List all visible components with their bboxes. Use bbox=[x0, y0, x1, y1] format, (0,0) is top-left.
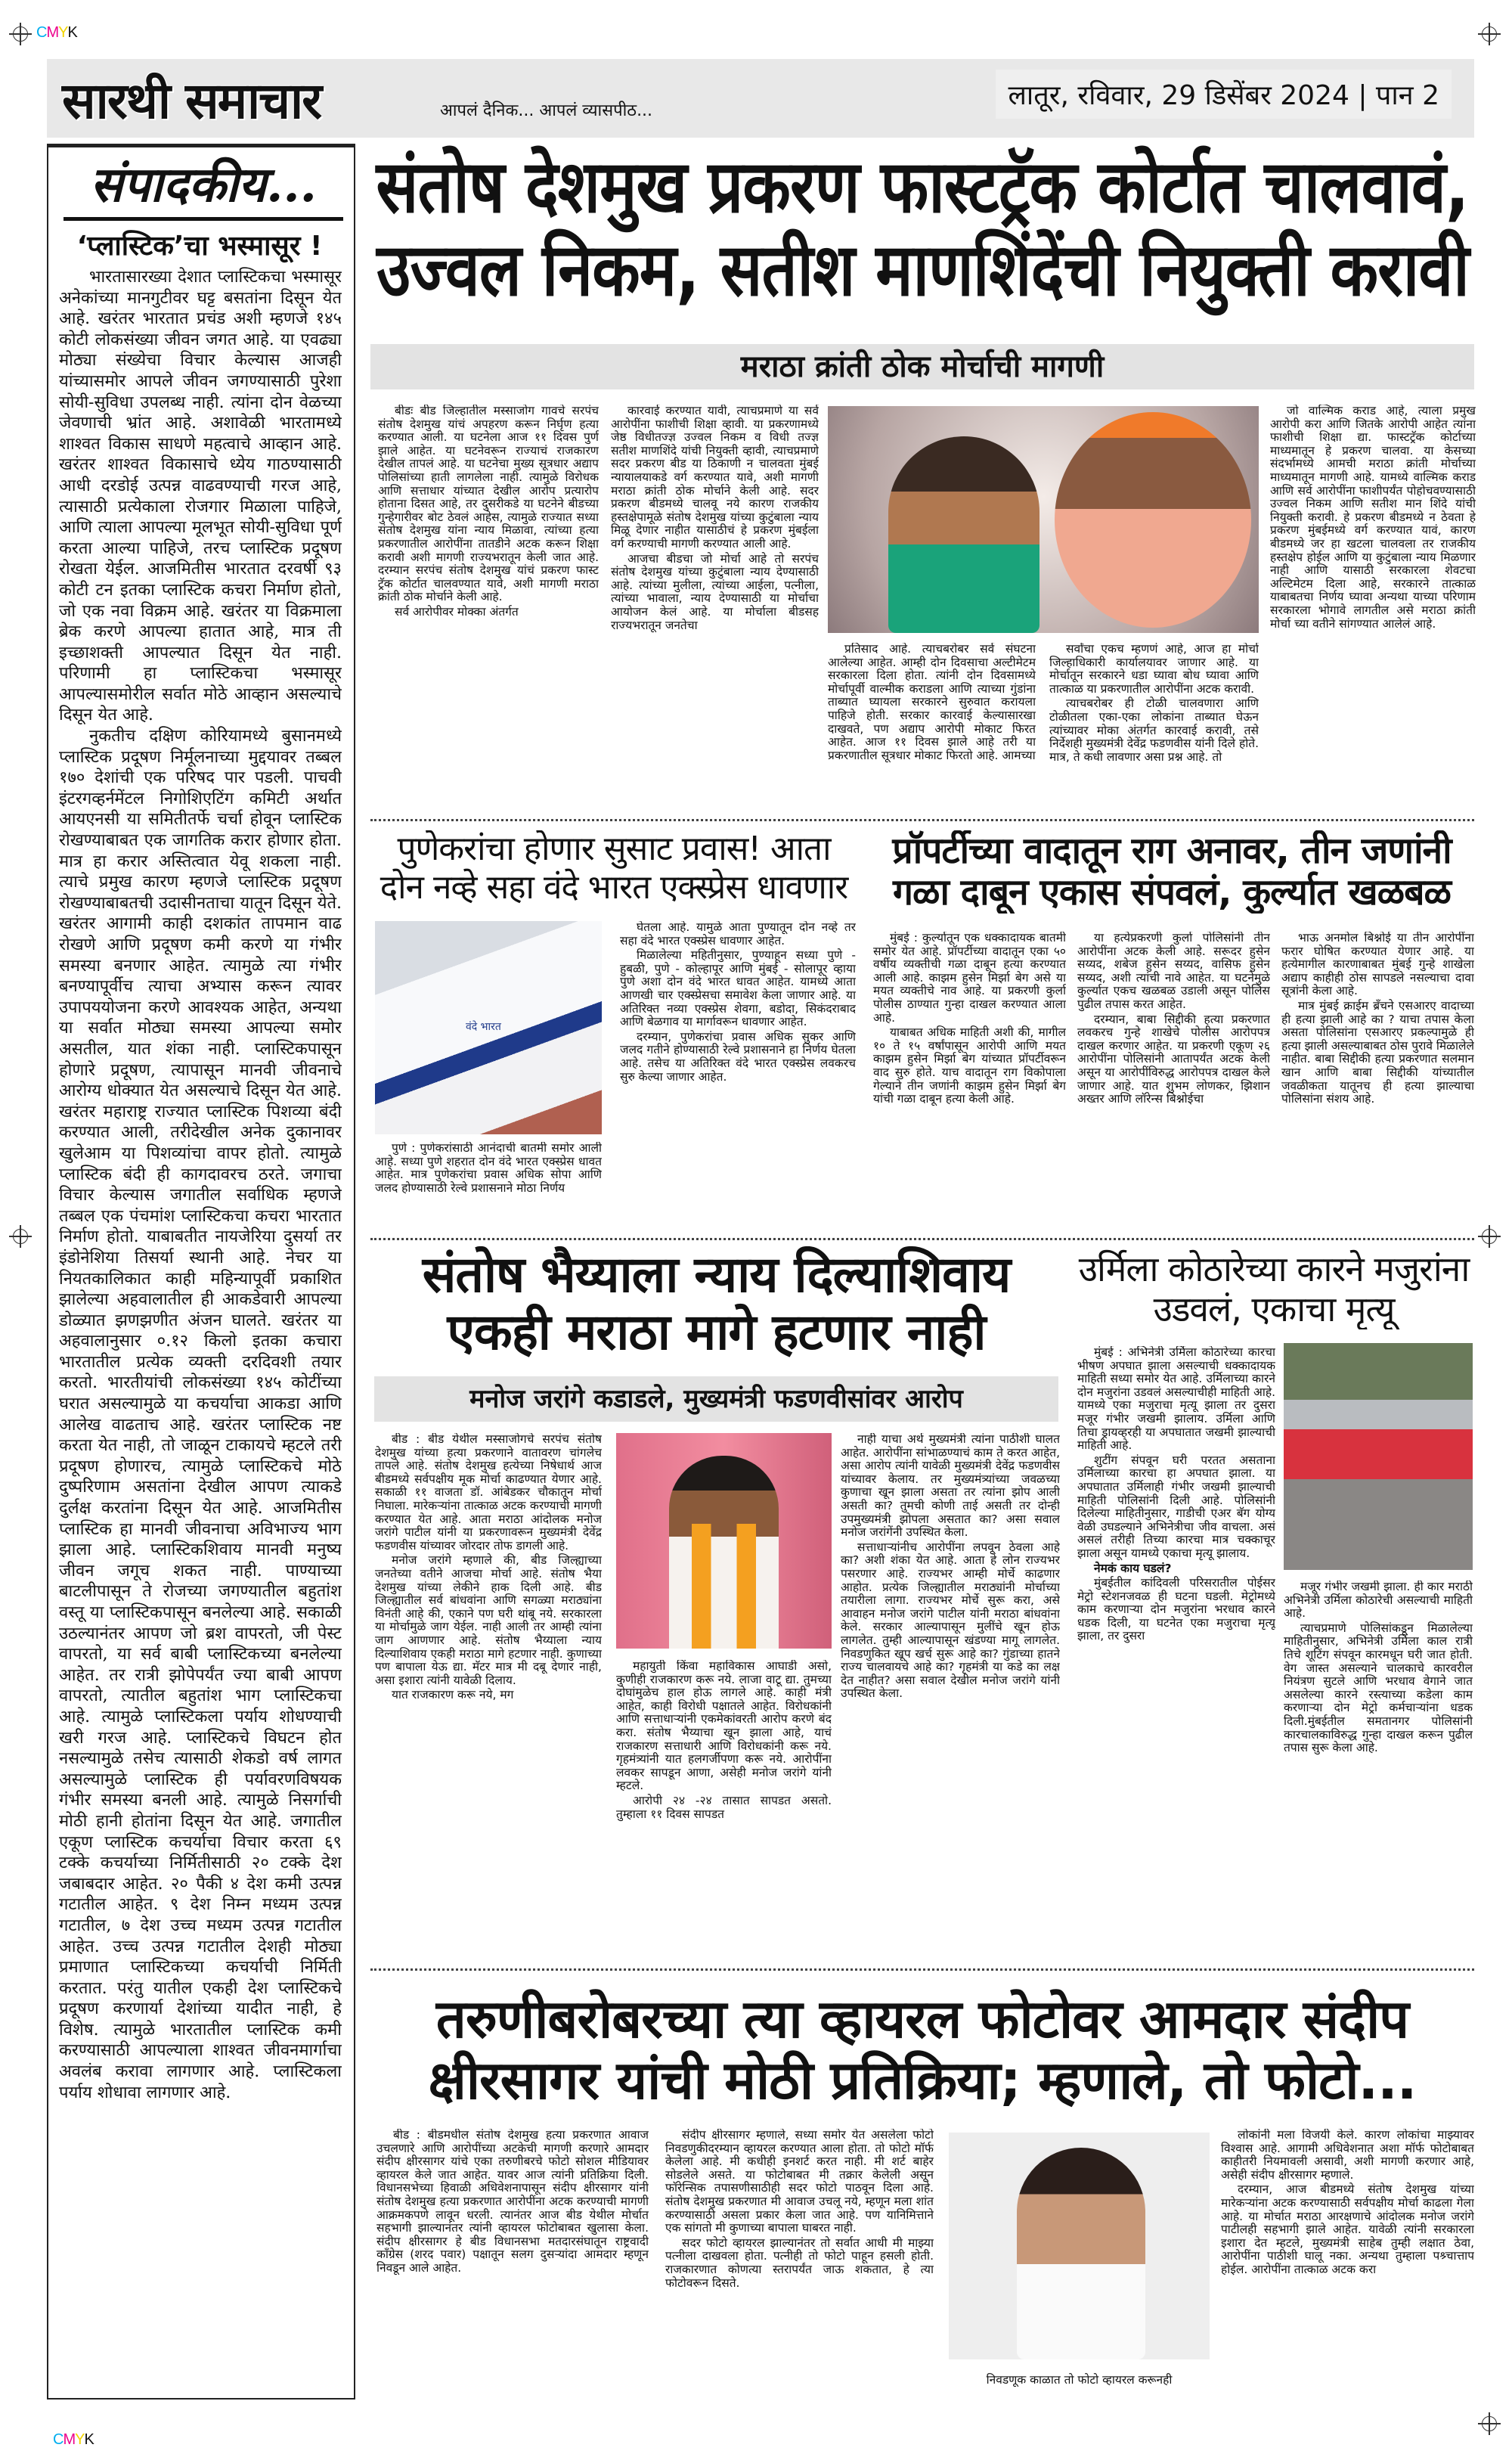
lead-photo bbox=[828, 406, 1259, 633]
editorial-paragraph: नुकतीच दक्षिण कोरियामध्ये बुसानमध्ये प्लास्टिक प्रदूषण निर्मूलनाच्या मुद्दयावर तब्बल १७० देशांची एक परिषद पार पडली. पाचवी इंटरगव्हर्नमेंटल निगोशिएटिंग कमिटी अर्थात आयएनसी या समितीतर्फे चर्चा होवून प्लास्टिक रोखण्याबाबत एक जागतिक करार होणार होता. मात्र हा करार अस्तित्वात येवू शकला नाही. त्याचे प्रमुख कारण म्हणजे प्लास्टिक प्रदूषण रोखण्याबाबतची उदासीनताचा यातून दिसून येते. खरंतर आगामी काही दशकांत तापमान वाढ रोखणे आणि प्रदूषण कमी करणे या गंभीर समस्या बनणार आहेत. त्यामुळे त्या गंभीर बनण्यापूर्वीच त्याचा अभ्यास करून त्यावर उपापययोजना करणे आवश्यक आहेत, अन्यथा या सर्वात मोठ्या समस्या आपल्या समोर असतील, यात शंका नाही. प्लास्टिकपासून होणारे प्रदूषण, त्यापासून मानवी जीवनाचे आरोग्य धोक्यात येत असल्याचे दिसून येत आहे. खरंतर महाराष्ट्र राज्यात प्लास्टिक पिशव्या बंदी करण्यात आली, तरीदेखील अनेक दुकानावर खुलेआम या पिशव्यांचा वापर होतो. त्यामुळे प्लास्टिक बंदी ही कागदावरच ठरते. जगाचा विचार केल्यास जगातील सर्वाधिक म्हणजे तब्बल एक पंचमांश प्लास्टिकचा कचरा भारतात निर्माण होतो. याबाबतीत नायजेरिया दुसर्या तर इंडोनेशिया तिसर्या स्थानी आहे. नेचर या नियतकालिकात काही महिन्यापूर्वी प्रकाशित झालेल्या अहवालातील ही आकडेवारी आपल्या डोळ्यात झणझणीत अंजन घालते. खरंतर या अहवालानुसार ०.१२ किलो इतका कचारा भारतातील प्रत्येक व्यक्ती दरदिवशी तयार करतो. भारतीयांची लोकसंख्या १४५ कोटींच्या घरात असल्यामुळे या कचर्याचा आकडा आणि आलेख वाढताच आहे. खरंतर प्लास्टिक नष्ट करता येत नाही, तो जाळून टाकायचे म्हटले तरी प्रदूषण होणारच, त्यामुळे प्लास्टिकचे मोठे दुष्परिणाम असतांना देखील आपण त्याकडे दुर्लक्ष करतांना दिसून येत आहे. आजमितीस प्लास्टिक हा मानवी जीवनाचा अविभाज्य भाग झाला आहे. प्लास्टिकशिवाय मानवी मनुष्य जीवन जगूच शकत नाही. पाण्याच्या बाटलीपासून ते रोजच्या जगण्यातील बहुतांश वस्तू या प्लास्टिकपासून बनलेल्या आहे. सकाळी उठल्यानंतर आपण जो ब्रश वापरतो, जी पेस्ट वापरतो, या सर्व बाबी प्लास्टिकच्या बनलेल्या आहेत. तर रात्री झोपेपर्यंत ज्या बाबी आपण वापरतो, त्यातील बहुतांश भाग प्लास्टिकचा आहे. त्यामुळे प्लास्टिकला पर्याय शोधण्याची खरी गरज आहे. प्लास्टिकचे विघटन होत नसल्यामुळे तसेच त्यासाठी शेकडो वर्ष लागत असल्यामुळे प्लास्टिक ही पर्यावरणविषयक गंभीर समस्या बनली आहे. त्यामुळे निसर्गाची मोठी हानी होतांना दिसून येत आहे. जगातील एकूण प्लास्टिक कचर्याचा विचार करता ६९ टक्के कचर्याच्या निर्मितीसाठी २० टक्के देश जबाबदार आहेत. २० पैकी ४ देश कमी उत्पन्न गटातील आहेत. ९ देश निम्न मध्यम उत्पन्न गटातील, ७ देश उच्च मध्यम उत्पन्न गटातील आहेत. उच्च उत्पन्न गटातील देशही मोठ्या प्रमाणात प्लास्टिकच्या कचर्याची निर्मिती करतात. परंतु यातील एकही देश प्लास्टिकचे प्रदूषण करणार्या देशांच्या यादीत नाही, हे विशेष. त्यामुळे भारतातील प्लास्टिक कमी करण्यासाठी आपल्याला शाश्वत जीवनमार्गाचा अवलंब करावा लागणार आहे. प्लास्टिकला पर्याय शोधावा लागणार आहे. bbox=[59, 727, 342, 2102]
article-paragraph: महायुती किंवा महाविकास आघाडी असो, कुणीही राजकारण करू नये. लाजा वाटू द्या. तुमच्या दोघांमुळेच हाल होऊ लागले आहे. काही मंत्री आहेत, काही विरोधी पक्षातले आहेत. विरोधकांनी आणि सत्ताधाऱ्यांनी एकमेकांवरती आरोप करणे बंद करा. संतोष भैय्याचा खून झाला आहे, याचं राजकारण सत्ताधारी आणि विरोधकांनी करू नये. गृहमंत्र्यांनी यात हलगर्जीपणा करू नये. आरोपींना लवकर सापडून आणा, असेही मनोज जरांगे यांनी म्हटले. bbox=[616, 1660, 832, 1793]
kurla-headline: प्रॉपर्टीच्या वादातून राग अनावर, तीन जणांनी गळा दाबून एकास संपवलं, कुर्ल्यात खळबळ bbox=[892, 830, 1452, 914]
tagline: आपलं दैनिक... आपलं व्यासपीठ... bbox=[440, 101, 653, 120]
saffron-scarf bbox=[692, 1524, 756, 1649]
article-paragraph: नाही याचा अर्थ मुख्यमंत्री त्यांना पाठीशी घालत आहेत. आरोपींना सांभाळण्याचं काम ते करत आहेत, असा आरोप त्यांनी यावेळी मुख्यमंत्री देवेंद्र फडणवीस यांच्यावर केलाय. तर मुख्यमंत्र्यांच्या जवळच्या कुणाचा खून झाला असता तर त्यांना झोप आली असती का? तुमची कोणी ताई असती तर दोन्ही उपमुख्यमंत्री झोपला असतात का? असा सवाल मनोज जरांगेंनी उपस्थित केला. bbox=[841, 1433, 1060, 1540]
train-label: वंदे भारत bbox=[466, 1021, 501, 1033]
kshirsagar-column-2 bbox=[665, 2129, 934, 2393]
editorial-paragraph: भारतासारख्या देशात प्लास्टिकचा भस्मासूर अनेकांच्या मानगुटीवर घट्ट बसतांना दिसून येत आहे. खरंतर भारतात प्रचंड अशी म्हणजे १४५ कोटी लोकसंख्या जीवन जगत आहे. या एवढ्या मोठ्या संख्येचा विचार केल्यास आजही यांच्यासमोर आपले जीवन जगण्यासाठी पुरेशा सोयी-सुविधा उपलब्ध नाही. त्यांना दोन वेळच्या जेवणाची भ्रांत आहे. अशावेळी भारतामध्ये शाश्वत विकास साधणे महत्वाचे आव्हान आहे. खरंतर शाश्वत विकासाचे ध्येय गाठण्यासाठी आधी दरडोई उत्पन्न वाढवण्याची गरज आहे, त्यासाठी प्रत्येकाला रोजगार मिळाला पाहिजे, आणि त्याला आपल्या मूलभूत सोयी-सुविधा पूर्ण करता आल्या पाहिजे, तरच प्लास्टिक प्रदूषण रोखता येईल. आजमितीस भारतात दरवर्षी ९३ कोटी टन इतका प्लास्टिक कचरा निर्माण होतो, जो एक नवा विक्रम आहे. खरंतर या विक्रमाला ब्रेक करणे आपल्या हातात आहे, मात्र ती इच्छाशक्ती आपल्यात दिसून येत नाही. परिणामी हा प्लास्टिकचा भस्मासूर आपल्यासमोरील सर्वात मोठे आव्हान असल्याचे दिसून येत आहे. bbox=[59, 268, 342, 725]
article-paragraph: पुणे : पुणेकरांसाठी आनंदाची बातमी समोर आली आहे. सध्या पुणे शहरात दोन वंदे भारत एक्स्प्रेस धावत आहेत. मात्र पुणेकरांचा प्रवास अधिक सोपा आणि जलद होण्यासाठी रेल्वे प्रशासनाने मोठा निर्णय bbox=[375, 1142, 602, 1195]
article-paragraph: दरम्यान, पुणेकरांचा प्रवास अधिक सुकर आणि जलद गतीने होण्यासाठी रेल्वे प्रशासनाने हा निर्णय घेतला आहे. तसेच या अतिरिक्त वंदे भारत एक्स्प्रेस लवकरच सुरु केल्या जाणार आहेत. bbox=[620, 1029, 856, 1084]
article-paragraph: लोकांनी मला विजयी केले. कारण लोकांचा माझ्यावर विश्वास आहे. आगामी अधिवेशनात अशा मॉर्फ फोटोबाबत काहीतरी नियमावली असावी, अशी मागणी करणार आहे, असेही संदीप क्षीरसागर म्हणाले. bbox=[1221, 2129, 1474, 2182]
article-paragraph: बीडः बीड जिल्हातील मस्साजोग गावचे सरपंच संतोष देशमुख यांचं अपहरण करून निर्घृण हत्या करण्यात आली. या घटनेला आज ११ दिवस पुर्ण झाले आहेत. या घटनेवरून राज्याचं राजकारण देखील तापलं आहे. या घटनेचा मुख्य सूत्रधार अद्याप पोलिसांच्या हाती लागलेला नाही. त्यामुळे विरोधक आणि सत्ताधार यांच्यात देखील आरोप प्रत्यारोप होताना दिसत आहे, तर दुसरीकडे या घटनेने बीडच्या गुन्हेगारीवर बोट ठेवलं आहेस, त्यामुळे राज्यात सध्या संतोष देशमुख यांना न्याय मिळावा, त्यांच्या हत्या प्रकरणातील आरोपींना तातडीने अटक करून शिक्षा करावी अशी मागणी राज्यभरातून केली जात आहे. दरम्यान सरपंच संतोष देशमुख यांचं प्रकरण फास्ट ट्रॅक कोर्टात चालवण्यात यावे, अशी मागणी मराठा क्रांती ठोक मोर्चाने केली आहे. bbox=[378, 405, 599, 604]
article-paragraph: मजूर गंभीर जखमी झाला. ही कार मराठी अभिनेत्री उर्मिला कोठारेची असल्याची माहिती आहे. bbox=[1284, 1581, 1473, 1621]
sandeep-kshirsagar-photo bbox=[949, 2133, 1210, 2359]
kurla-column-1 bbox=[873, 932, 1066, 1230]
lead-subheadline bbox=[370, 344, 1474, 389]
article-paragraph: यात राजकारण करू नये, मग bbox=[392, 1688, 514, 1702]
jarange-headline-line: एकही मराठा मागे हटणार नाही bbox=[447, 1302, 986, 1361]
article-paragraph: सर्वांचा एकच म्हणणं आहे, आज हा मोर्चा जिल्हाधिकारी कार्यालयावर जाणार आहे. या मोर्चातून सरकारने धडा घ्यावा बोध घ्यावा आणि तात्काळ या प्रकरणातील आरोपींना अटक करावी. bbox=[1049, 643, 1259, 696]
article-paragraph: मुंबई : अभिनेत्री उर्मिला कोठारेच्या कारचा भीषण अपघात झाला असल्याची धक्कादायक माहिती सध्या समोर येत आहे. उर्मिलाच्या कारने दोन मजुरांना उडवलं असल्याचीही माहिती आहे. यामध्ये एका मजुराचा मृत्यू झाला तर दुसरा मजूर गंभीर जखमी झालाय. उर्मिला आणि तिचा ड्रायव्हरही या अपघातात जखमी झाल्याची माहिती आहे. bbox=[1077, 1346, 1275, 1453]
pune-headline: पुणेकरांचा होणार सुसाट प्रवास! आता दोन नव्हे सहा वंदे भारत एक्स्प्रेस धावणार bbox=[380, 830, 848, 907]
registration-mark-icon bbox=[1478, 2412, 1501, 2435]
registration-mark-icon bbox=[9, 1225, 32, 1248]
article-paragraph: प्रतिसाद आहे. त्याचबरोबर सर्व संघटना आलेल्या आहेत. आम्ही दोन दिवसाचा अल्टीमेटम सरकारला दिला होता. त्यांनी दोन दिवसामध्ये मोर्चापूर्वी वाल्मीक कराडला आणि त्याच्या गुंडांना ताब्यात घ्यायला सरकारने सुरुवात करायला पाहिजे होती. सरकार कारवाई केल्यासारखा दाखवते, पण अद्याप आरोपी मोकाट फिरत आहेत. आज ११ दिवस झाले आहे तरी या प्रकरणातील सूत्रधार मोकाट फिरतो आहे. आमच्या bbox=[828, 643, 1036, 762]
lead-subheadline-text: मराठा क्रांती ठोक मोर्चाची मागणी bbox=[740, 349, 1105, 384]
editorial-column bbox=[47, 144, 355, 2400]
article-paragraph: या हत्येप्रकरणी कुर्ला पोलिसांनी तीन आरोपींना अटक केली आहे. सरूदर हुसेन सय्यद, शबेज हुसेन सय्यद, वासिफ हुसेन सय्यद, अशी त्यांची नावे आहेत. या घटनेमुळे कुर्ल्यात एकच खळबळ उडाली असून पोलिस पुढील तपास करत आहेत. bbox=[1077, 932, 1270, 1011]
accident-car-photo bbox=[1284, 1343, 1473, 1570]
manoj-jarange-photo bbox=[616, 1433, 832, 1649]
registration-mark-icon bbox=[1478, 1225, 1501, 1248]
article-paragraph: मनोज जरांगे म्हणाले की, बीड जिल्ह्याच्या जनतेच्या वतीने आजचा मोर्चा आहे. संतोष भैया देशमुख यांच्या लेकीने हाक दिली आहे. बीड जिल्ह्यातील सर्व बांधवांना आणि सगळ्या मराठ्यांना विनंती आहे की, एकाने पण घरी थांबू नये. सरकारला या मोर्चामुळे जाग येईल. नाही आली तर आम्ही त्यांना जाग आणणार आहे. संतोष भैय्याला न्याय दिल्याशिवाय एकही मराठा मागे हटणार नाही. कुणाच्या पण बापाला येऊ द्या. मॅटर मात्र मी दबू देणार नाही, असा इशारा त्यांनी यावेळी दिलाय. bbox=[375, 1553, 602, 1687]
article-paragraph: कारवाई करण्यात यावी, त्याचप्रमाणे या सर्व आरोपींना फाशीची शिक्षा व्हावी. या प्रकरणामध्ये जेष्ठ विधीतज्ज्ञ उज्वल निकम व विधी तज्ज्ञ सतीश माणशिंदे यांची नियुक्ती व्हावी, त्याचप्रमाणे सदर प्रकरण बीड या ठिकाणी न चालवता मुंबई न्यायालयाकडे वर्ग करण्यात यावे, अशी मागणी मराठा क्रांती ठोक मोर्चाने केली आहे. सदर प्रकरण बीडमध्ये चालवू नये कारण राजकीय हस्तक्षेपामूळे संतोष देशमुख यांच्या कुटुंबाला न्याय मिळू देणार नाहीत यासाठीचं हे प्रकरण मुंबईला वर्ग करण्याची मागणी करण्यात आली आहे. bbox=[611, 405, 819, 551]
kshirsagar-column-3 bbox=[1210, 2129, 1474, 2393]
person-photo bbox=[888, 436, 1040, 633]
article-paragraph: सदर फोटो व्हायरल झाल्यानंतर तो सर्वात आधी मी माझ्या पत्नीला दाखवला होता. पत्नीही तो फोटो पाहून हसली होती. राजकारणात कोणत्या स्तरापर्यंत जाऊ शकतात, हे त्या फोटोवरून दिसते. bbox=[665, 2235, 934, 2290]
article-paragraph: मुंबईतील कांदिवली परिसरातील पोईसर मेट्रो स्टेशनजवळ ही घटना घडली. मेट्रोमध्ये काम करणाऱ्या दोन मजुरांना भरधाव कारने धडक दिली, या घटनेत एका मजुराचा मृत्यू झाला, तर दुसरा bbox=[1077, 1576, 1275, 1643]
editorial-headline: ‘प्लास्टिक’चा भस्मासूर ! bbox=[76, 231, 323, 262]
cmyk-mark: CMYK bbox=[53, 2431, 94, 2448]
newspaper-logo: सारथी समाचार bbox=[62, 72, 321, 130]
jarange-column-1 bbox=[375, 1433, 602, 1955]
urmila-headline: उर्मिला कोठारेच्या कारने मजुरांना उडवलं, एकाचा मृत्यू bbox=[1078, 1249, 1470, 1329]
lead-column-1 bbox=[378, 405, 599, 805]
article-paragraph: सर्व आरोपीवर मोक्का अंतर्गत bbox=[395, 604, 519, 619]
divider bbox=[370, 1238, 1474, 1240]
urmila-column-1 bbox=[1077, 1346, 1275, 1955]
pune-column-2 bbox=[620, 921, 856, 1231]
article-paragraph: दरम्यान, आज बीडमध्ये संतोष देशमुख यांच्या मारेकऱ्यांना अटक करण्यासाठी सर्वपक्षीय मोर्चा काढला गेला आहे. या मोर्चात मराठा आरक्षणाचे आंदोलक मनोज जरांगे पाटीलही सहभागी झाले आहेत. यावेळी त्यांनी सरकारला इशारा देत म्हटले, मुख्यमंत्री साहेब तुम्ही लक्षात ठेवा, आरोपींना पाठीशी घालू नका. अन्यथा तुम्हाला पश्र्चात्ताप होईल. आरोपींना तात्काळ अटक करा bbox=[1221, 2182, 1474, 2276]
jarange-subheadline-text: मनोज जरांगे कडाडले, मुख्यमंत्री फडणवीसांवर आरोप bbox=[469, 1384, 963, 1414]
article-paragraph: भाऊ अनमोल बिश्नोई या तीन आरोपींना फरार घोषित करण्यात येणार आहे. या हत्येमागील कारणाबाबत मुंबई गुन्हे शाखेला अद्याप काहीही ठोस सापडले नसल्याचा दावा सूत्रांनी केला आहे. bbox=[1281, 932, 1474, 998]
vande-bharat-train-photo bbox=[375, 921, 602, 1134]
cmyk-mark: CMYK bbox=[36, 24, 77, 41]
article-paragraph: दरम्यान, बाबा सिद्दीकी हत्या प्रकरणात लवकरच गुन्हे शाखेचे पोलीस आरोपपत्र दाखल करणार आहेत. या प्रकरणी एकूण २६ आरोपींना पोलिसांनी आतापर्यंत अटक केली असून या आरोपींविरुद्ध आरोपपत्र दाखल केले जाणार आहे. यात शुभम लोणकर, झिशान अख्तर आणि लॉरेन्स बिश्नोईचा bbox=[1077, 1012, 1270, 1106]
article-paragraph: आजचा बीडचा जो मोर्चा आहे तो सरपंच संतोष देशमुख यांच्या कुटुंबाला न्याय देण्यासाठी आहे. त्यांच्या मुलीला, त्यांच्या आईला, पत्नीला, त्यांच्या भावाला, न्याय देण्यासाठी या मोर्चाचा आयोजन केलं आहे. या मोर्चाला बीडसह राज्यभरातून जनतेचा bbox=[611, 551, 819, 632]
jarange-column-2 bbox=[616, 1660, 832, 1955]
registration-mark-icon bbox=[9, 23, 32, 45]
person-photo bbox=[1055, 412, 1251, 628]
kshirsagar-headline-line: क्षीरसागर यांची मोठी प्रतिक्रिया; म्हणाले, तो फोटो... bbox=[428, 2049, 1417, 2111]
article-paragraph: घेतला आहे. यामुळे आता पुण्यातून दोन नव्हे तर सहा वंदे भारत एक्स्प्रेस धावणार आहेत. bbox=[620, 921, 856, 948]
divider bbox=[370, 819, 1474, 821]
lead-headline-line: संतोष देशमुख प्रकरण फास्टट्रॅक कोर्टात चालवावं, bbox=[376, 145, 1469, 229]
jarange-subheadline bbox=[374, 1376, 1058, 1422]
article-paragraph: त्याचबरोबर ही टोळी चालवणारा आणि टोळीतला एका-एका लोकांना ताब्यात घेऊन त्यांच्यावर मोका अंतर्गत कारवाई करावी, तसे निर्देशही मुख्यमंत्री देवेंद्र फडणवीस यांनी दिले होते. मात्र, ते कधी लावणार असा प्रश्न आहे. तो bbox=[1049, 696, 1259, 764]
lead-headline-line: उज्वल निकम, सतीश माणशिंदेंची नियुक्ती करावी bbox=[376, 228, 1469, 313]
pune-column-1 bbox=[375, 1142, 602, 1229]
lead-column-5 bbox=[1270, 405, 1476, 805]
lead-column-3 bbox=[828, 643, 1036, 805]
article-paragraph: त्याचप्रमाणे पोलिसांकडून मिळालेल्या माहितीनुसार, अभिनेत्री उर्मिला काल रात्री तिचे शूटिंग संपवून कारमधून घरी जात होती. वेग जास्त असल्याने चालकाचे कारवरील नियंत्रण सुटले आणि भरधाव वेगाने जात असलेल्या कारने रस्त्याच्या कडेला काम करणाऱ्या दोन मेट्रो कर्मचाऱ्यांना धडक दिली.मुंबईतील समतानगर पोलिसांनी कारचालकाविरुद्ध गुन्हा दाखल करून पुढील तपास सुरू केला आहे. bbox=[1284, 1621, 1473, 1755]
jarange-headline bbox=[370, 1246, 1062, 1373]
lead-headline bbox=[370, 145, 1474, 338]
lead-column-2 bbox=[611, 405, 819, 805]
article-subheading: नेमकं काय घडलं? bbox=[1094, 1561, 1172, 1575]
divider bbox=[370, 1968, 1474, 1971]
kurla-column-3 bbox=[1281, 932, 1474, 1230]
jarange-column-3 bbox=[841, 1433, 1060, 1955]
article-paragraph: मिळालेल्या महितीनुसार, पुण्याहून सध्या पुणे - हुबळी, पुणे - कोल्हापूर आणि मुंबई - सोलापूर व्हाया पुणे अशा दोन वंदे भारत धावत आहेत. यामध्ये आता आणखी चार एक्स्प्रेसचा समावेश केला जाणार आहे. या अतिरिक्त नव्या एक्स्प्रेस शेवगा, बडोदा, सिकंदराबाद आणि बेळगाव या मार्गावरून धावणार आहेत. bbox=[620, 948, 856, 1029]
editorial-body bbox=[59, 267, 342, 2384]
dateline: लातूर, रविवार, 29 डिसेंबर 2024 | पान 2 bbox=[996, 70, 1452, 119]
article-paragraph: बीड : बीडमधील संतोष देशमुख हत्या प्रकरणात आवाज उचलणारे आणि आरोपींच्या अटकेची मागणी करणारे आमदार संदीप क्षीरसागर यांचे एका तरुणीबरचे फोटो सोशल मीडियावर व्हायरल केले जात आहेत. यावर आज त्यांनी प्रतिक्रिया दिली. विधानसभेच्या हिवाळी अधिवेशनापासून संदीप क्षीरसागर यांनी संतोष देशमुख हत्या प्रकरणात आरोपींना अटक करण्याची मागणी आक्रमकपणे लावून धरली. त्यानंतर आज बीड येथील मोर्चात सहभागी झाल्यानंतर त्यांनी व्हायरल फोटोबाबत खुलासा केला. संदीप क्षीरसागर हे बीड विधानसभा मतदारसंघातून राष्ट्रवादी काँग्रेस (शरद पवार) पक्षातून सलग दुसऱ्यांदा आमदार म्हणून निवडून आले आहेत. bbox=[376, 2129, 649, 2275]
article-paragraph: बीड : बीड येथील मस्साजोगचे सरपंच संतोष देशमुख यांच्या हत्या प्रकरणाने वातावरण चांगलेच तापले आहे. संतोष देशमुख हत्येच्या निषेधार्थ आज बीडमध्ये सर्वपक्षीय मूक मोर्चा काढण्यात येणार आहे. सकाळी ११ वाजता डॉ. आंबेडकर चौकातून मोर्चा निघाला. मारेकऱ्यांना तात्काळ अटक करण्याची मागणी करण्यात येत आहे. आता मराठा आंदोलक मनोज जरांगे पाटील यांनी या प्रकरणावरून मुख्यमंत्री देवेंद्र फडणवीस यांच्यावर जोरदार तोफ डागली आहे. bbox=[375, 1433, 602, 1553]
registration-mark-icon bbox=[1478, 23, 1501, 45]
jarange-headline-line: संतोष भैय्याला न्याय दिल्याशिवाय bbox=[422, 1246, 1011, 1304]
article-paragraph: मुंबई : कुर्ल्यातून एक धक्कादायक बातमी समोर येत आहे. प्रॉपर्टीच्या वादातून एका ५० वर्षीय व्यक्तीची गळा दाबून हत्या करण्यात आली आहे. काझम हुसेन मिर्झा बेग असे या मयत व्यक्तीचे नाव आहे. या प्रकरणी कुर्ला पोलीस ठाण्यात गुन्हा दाखल करण्यात आला आहे. bbox=[873, 932, 1066, 1025]
article-paragraph: आरोपी २४ -२४ तासात सापडत असतो. तुम्हाला ११ दिवस सापडत bbox=[616, 1793, 832, 1821]
article-paragraph: संदीप क्षीरसागर म्हणाले, सध्या समोर येत असलेला फोटो निवडणुकीदरम्यान व्हायरल करण्यात आला होता. तो फोटो मॉर्फ केलेला आहे. मी कधीही इनशर्ट करत नाही. मी शर्ट बाहेर सोडलेले असते. या फोटोबाबत मी तक्रार केलेली असून फॉरेन्सिक तपासणीसाठीही सदर फोटो पाठवून दिला आहे. संतोष देशमुख प्रकरणात मी आवाज उचलू नये, म्हणून मला शांत करण्यासाठी असला प्रकार केला जात आहे. पण यानिमित्ताने एक सांगतो मी कुणाच्या बापाला घाबरत नाही. bbox=[665, 2129, 934, 2235]
article-paragraph: मात्र मुंबई क्राईम ब्रँचने एसआरए वादाच्या ही हत्या झाली आहे का ? याचा तपास केला असता पोलिसांना एसआरए प्रकल्पामुळे ही हत्या झाली असल्याबाबत ठोस पुरावे मिळालेले नाहीत. बाबा सिद्दीकी हत्या प्रकरणात सलमान खान आणि बाबा सिद्दीकी यांच्यातील जवळीकता यातूनच ही हत्या झाल्याचा पोलिसांना संशय आहे. bbox=[1281, 998, 1474, 1106]
editorial-section-title: संपादकीय... bbox=[64, 154, 343, 221]
person-photo bbox=[1017, 2148, 1145, 2359]
masthead bbox=[47, 59, 1474, 138]
article-paragraph: याबाबत अधिक माहिती अशी की, मागील १० ते १५ वर्षांपासून आरोपी आणि मयत काझम हुसेन मिर्झा बेग यांच्यात प्रॉपर्टीवरून वाद सुरु होते. याच वादातून राग विकोपाला गेल्याने तीन जणांनी काझम हुसेन मिर्झा बेग यांची गळा दाबून हत्या केली आहे. bbox=[873, 1025, 1066, 1106]
photo-caption: निवडणूक काळात तो फोटो व्हायरल करूनही bbox=[986, 2373, 1173, 2387]
urmila-column-2 bbox=[1284, 1581, 1473, 1955]
kshirsagar-headline-line: तरुणीबरोबरच्या त्या व्हायरल फोटोवर आमदार संदीप bbox=[435, 1989, 1409, 2050]
lead-column-4 bbox=[1049, 643, 1259, 805]
article-paragraph: शुटींग संपवून घरी परतत असताना उर्मिलाच्या कारचा हा अपघात झाला. या अपघातात उर्मिलाही गंभीर जखमी झाल्याची माहिती पोलिसांनी दिली आहे. पोलिसांनी दिलेल्या माहितीनुसार, गाडीची एअर बॅग योग्य वेळी उघडल्याने अभिनेत्रीचा जीव वाचला. असं असलं तरीही तिच्या कारचा मात्र चक्काचूर झाला असून यामध्ये एकाचा मृत्यू झालाय. bbox=[1077, 1453, 1275, 1560]
kurla-column-2 bbox=[1077, 932, 1270, 1230]
article-paragraph: जो वाल्मिक कराड आहे, त्याला प्रमुख आरोपी करा आणि जितके आरोपी आहेत त्यांना फाशीची शिक्षा द्या. फास्टट्रॅक कोर्टाच्या माध्यमातून हे प्रकरण चालवा. या केसच्या संदर्भामध्ये आमची मराठा क्रांती मोर्चाच्या माध्यमातून मागणी आहे. यामध्ये वाल्मिक कराड आणि सर्व आरोपींना फाशीपर्यंत पोहोचवण्यासाठी उज्वल निकम आणि सतीश मान शिंदे यांची नियुक्ती करावी. हे प्रकरण बीडमध्ये न ठेवता हे प्रकरण मुंबईमध्ये वर्ग करण्यात यावं, कारण बीडमध्ये जर हा खटला चालवला तर राजकीय हस्तक्षेप होईल आणि या कुटुंबाला न्याय मिळणार नाही आणि यासाठी सरकारला शेवटचा अल्टिमेटम दिला आहे, सरकारने तात्काळ याबाबतचा निर्णय घ्यावा अन्यथा याच्या परिणाम सरकारला भोगावे लागतील असे मराठा क्रांती मोर्चा च्या वतीने सांगण्यात आलेलं आहे. bbox=[1270, 405, 1476, 631]
article-paragraph: सत्ताधाऱ्यांनीच आरोपींना लपवून ठेवला आहे का? अशी शंका येत आहे. आता हे लोन राज्यभर पसरणार आहे. राज्यभर आम्ही मोर्चे काढणार आहोत. प्रत्येक जिल्ह्यातील मराठ्यांनी मोर्चाच्या तयारीला लागा. राज्यभर मोर्चे सुरू करा, असे आवाहन मनोज जरांगे पाटील यांनी मराठा बांधवांना केले. सरकार आल्यापासून मुलींचे खून होऊ लागलेत. तुम्ही आल्यापासून खंडण्या मागू लागलेत. निवडणुकित खूप खर्च सुरू आहे का? गुंडाच्या हातने राज्य चालवायचे आहे का? गृहमंत्री या कडे का लक्ष देत नाहीत? असा सवाल देखील मनोज जरांगे यांनी उपस्थित केला. bbox=[841, 1540, 1060, 1701]
kshirsagar-headline bbox=[370, 1989, 1474, 2121]
kshirsagar-column-1 bbox=[376, 2129, 649, 2393]
